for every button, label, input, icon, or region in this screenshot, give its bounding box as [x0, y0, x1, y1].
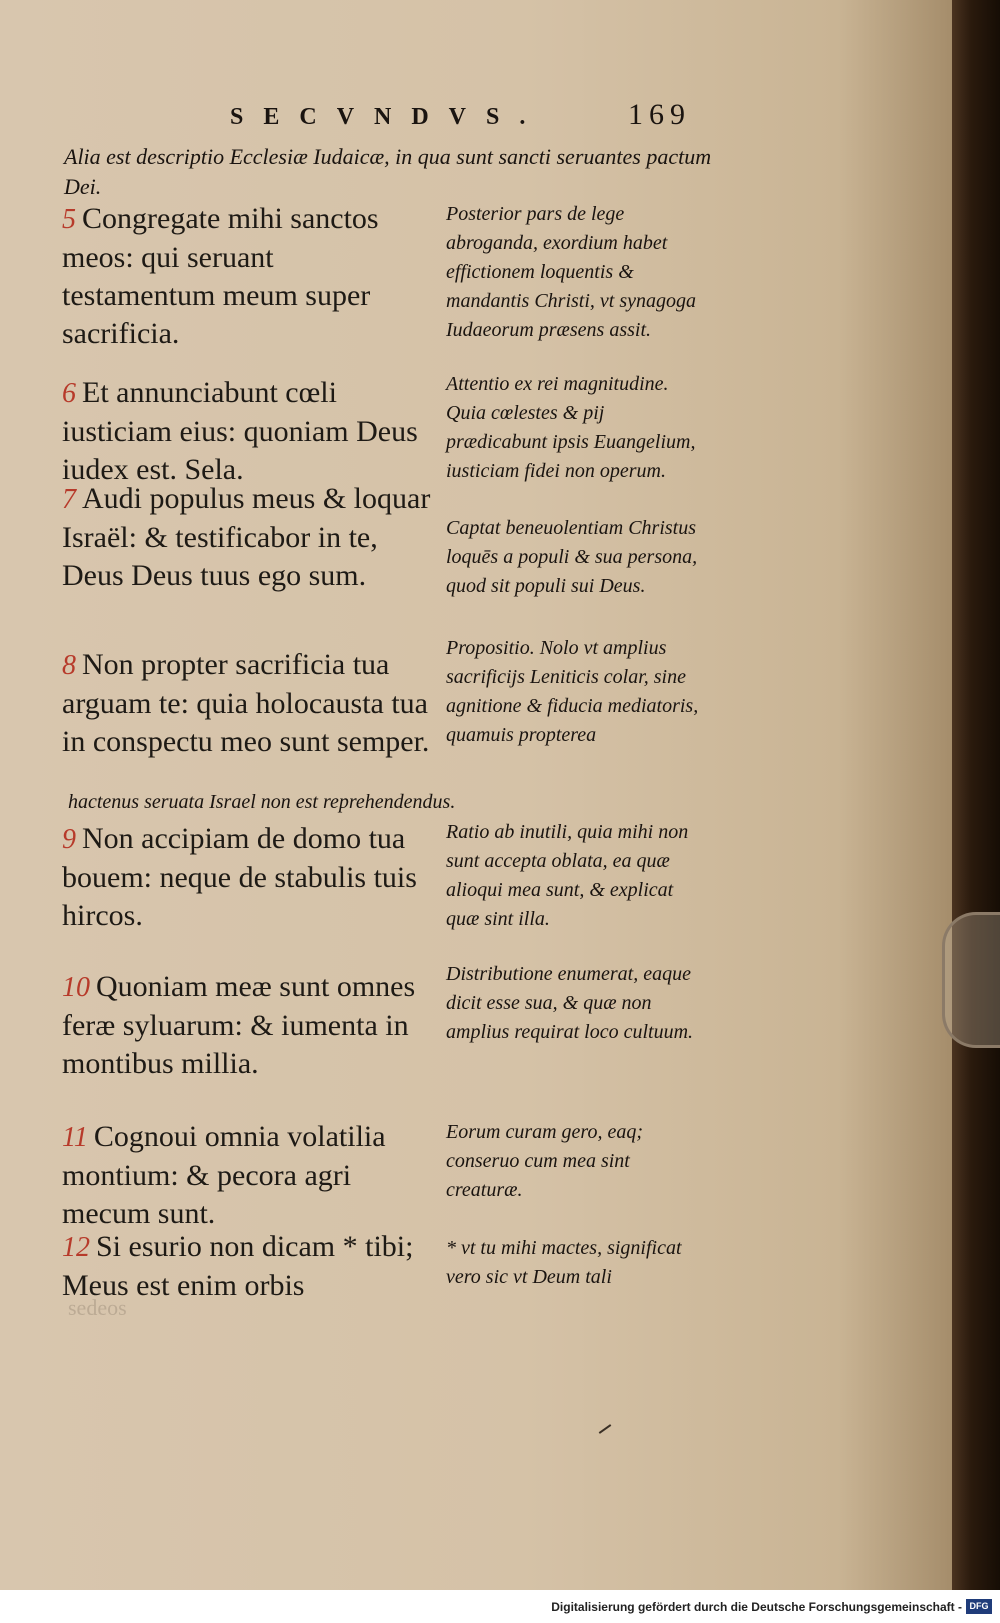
verse-text: Non propter sacrificia tua arguam te: quia holocausta tua in conspectu meo sunt semper.: [62, 648, 430, 758]
verse-text: Si esurio non dicam * tibi; Meus est enim orbis: [62, 1230, 414, 1302]
page-clip: [942, 912, 1000, 1048]
gloss-6: Distributione enumerat, eaque dicit esse sua, & quæ non amplius requirat loco cultuum.: [446, 963, 694, 1043]
verse-number: 10: [62, 972, 90, 1003]
verse-number: 8: [62, 650, 76, 681]
intro-note: Alia est descriptio Ecclesiæ Iudaicæ, in qua sunt sancti seruantes pactum Dei.: [64, 144, 712, 199]
verse-text: Non accipiam de domo tua bouem: neque de stabulis tuis hircos.: [62, 822, 417, 932]
dfg-logo[interactable]: DFG: [966, 1599, 992, 1614]
verse-number: 11: [62, 1122, 88, 1153]
gloss-3: Captat beneuolentiam Christus loquēs a populi & sua persona, quod sit populi sui Deus.: [446, 517, 698, 597]
verse-number: 12: [62, 1232, 90, 1263]
verse-text: Cognoui omnia volatilia montium: & pecora agri mecum sunt.: [62, 1120, 386, 1230]
verse-12: [62, 1228, 432, 1305]
verse-8: [62, 646, 432, 761]
gloss-7: Eorum curam gero, eaq; conseruo cum mea sint creaturæ.: [446, 1121, 644, 1201]
gloss-1: Posterior pars de lege abroganda, exordium habet effictionem loquentis & mandantis Christi, vt synagoga Iudaeorum præsens assit.: [446, 203, 697, 341]
gloss-5: Ratio ab inutili, quia mihi non sunt accepta oblata, ea quæ alioqui mea sunt, & explicat quæ sint illa.: [446, 821, 689, 930]
footer-credit: Digitalisierung gefördert durch die Deutsche Forschungsgemeinschaft -: [551, 1600, 962, 1614]
gloss-continuation: hactenus seruata Israel non est reprehendendus.: [68, 791, 456, 813]
verse-text: Congregate mihi sanctos meos: qui seruant testamentum meum super sacrificia.: [62, 202, 379, 350]
verse-number: 7: [62, 484, 76, 515]
verse-11: [62, 1118, 432, 1233]
verse-6: [62, 374, 432, 489]
running-title: SECVNDVS.: [230, 104, 546, 130]
gloss-2: Attentio ex rei magnitudine. Quia cœlestes & pij prædicabunt ipsis Euangelium, iusticiam fidei non operum.: [446, 373, 696, 482]
verse-number: 6: [62, 378, 76, 409]
verse-text: Et annunciabunt cœli iusticiam eius: quoniam Deus iudex est. Sela.: [62, 376, 418, 486]
page-number: 169: [628, 98, 691, 131]
gloss-8: * vt tu mihi mactes, significat vero sic vt Deum tali: [446, 1237, 682, 1288]
gloss-4: Propositio. Nolo vt amplius sacrificijs Leniticis colar, sine agnitione & fiducia mediatoris, quamuis propterea: [446, 637, 699, 746]
book-edge: [952, 0, 1000, 1590]
verse-10: [62, 968, 432, 1083]
footer-bar: [0, 1590, 1000, 1623]
verse-number: 5: [62, 204, 76, 235]
verse-number: 9: [62, 824, 76, 855]
verse-text: Audi populus meus & loquar Israël: & testificabor in te, Deus Deus tuus ego sum.: [62, 482, 431, 592]
bleed-through-text: sedeos: [68, 1295, 127, 1320]
verse-text: Quoniam meæ sunt omnes feræ syluarum: & iumenta in montibus millia.: [62, 970, 416, 1080]
verse-9: [62, 820, 432, 935]
verse-5: [62, 200, 432, 353]
verse-7: [62, 480, 432, 595]
